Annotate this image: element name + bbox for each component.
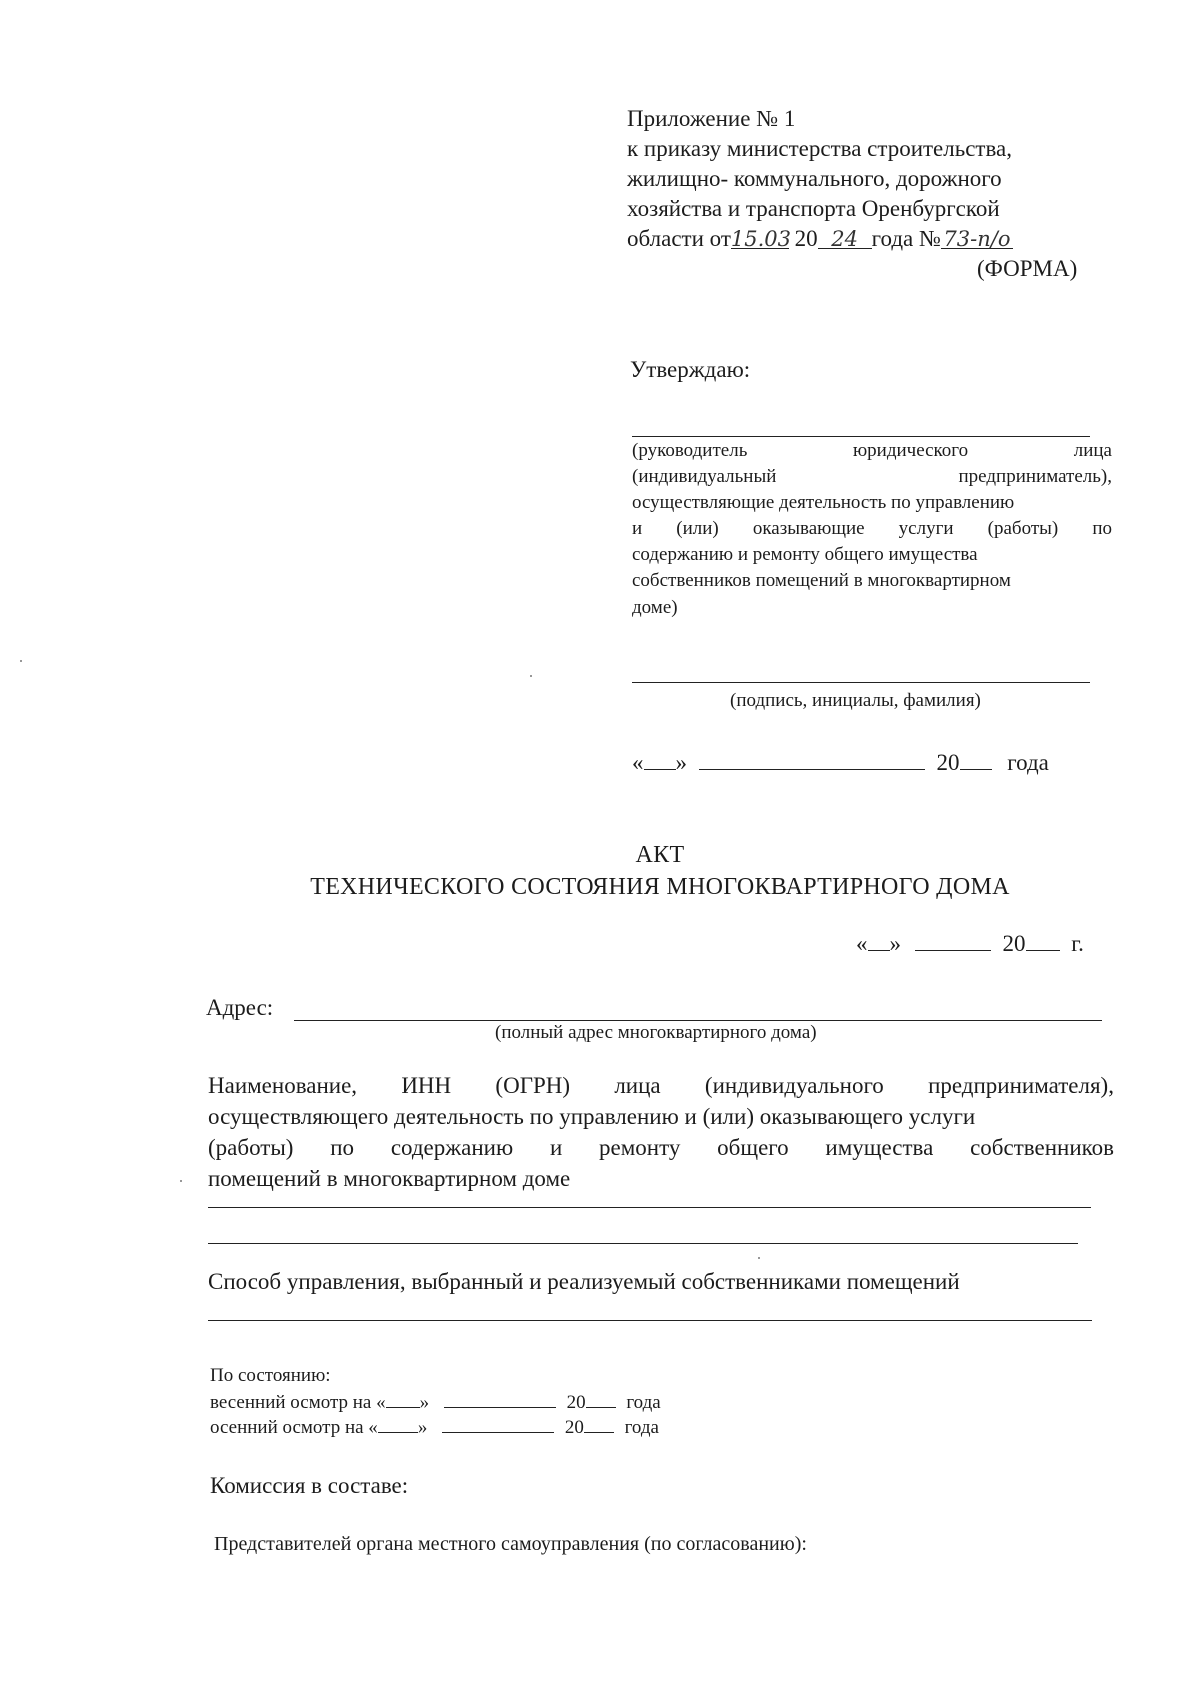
- approver-description-line: содержанию и ремонту общего имущества: [632, 544, 978, 565]
- act-date: « » 20 г.: [856, 928, 1084, 957]
- approver-description-line: (индивидуальный предприниматель),: [632, 466, 1112, 487]
- org-line-2: осуществляющего деятельность по управлению и (или) оказывающего услуги: [208, 1104, 976, 1129]
- spring-inspection-row: весенний осмотр на « » 20 года: [210, 1389, 661, 1414]
- approver-description-line: и (или) оказывающие услуги (работы) по: [632, 518, 1112, 539]
- org-line-1: Наименование, ИНН (ОГРН) лица (индивидуального предпринимателя),: [208, 1073, 1114, 1098]
- forma-label: (ФОРМА): [977, 256, 1078, 281]
- act-subtitle: ТЕХНИЧЕСКОГО СОСТОЯНИЯ МНОГОКВАРТИРНОГО ДОМА: [310, 874, 1010, 900]
- inspection-label: По состоянию:: [210, 1365, 331, 1386]
- approver-description-line: собственников помещений в многоквартирном: [632, 570, 1011, 591]
- approver-description-line: осуществляющие деятельность по управлению: [632, 492, 1015, 513]
- act-title: АКТ: [635, 842, 685, 868]
- org-line-4: помещений в многоквартирном доме: [208, 1166, 571, 1191]
- scan-speck: [758, 1257, 760, 1259]
- appendix-line-5: [627, 226, 1013, 252]
- appendix-line-2: к приказу министерства строительства,: [627, 136, 1013, 161]
- act-month-line: [915, 928, 991, 951]
- management-label: Способ управления, выбранный и реализуемый собственниками помещений: [208, 1269, 960, 1294]
- org-fill-line-2: [208, 1243, 1078, 1244]
- address-caption: (полный адрес многоквартирного дома): [495, 1022, 817, 1043]
- signature-line: [632, 682, 1090, 683]
- commission-representatives: Представителей органа местного самоуправления (по согласованию):: [214, 1533, 807, 1555]
- handwritten-date: 15.03: [730, 227, 792, 251]
- handwritten-order-number: 73-п/о: [943, 227, 1011, 251]
- approve-date: « » 20 года: [632, 747, 1049, 776]
- appendix-title: Приложение № 1: [627, 106, 796, 131]
- approver-description-line: доме): [632, 597, 678, 618]
- handwritten-year: 24: [831, 227, 858, 251]
- year-suffix: года №: [871, 226, 941, 251]
- address-line: [294, 1020, 1102, 1021]
- appendix-region-prefix: области от: [627, 226, 731, 251]
- org-line-3: (работы) по содержанию и ремонту общего имущества собственников: [208, 1135, 1114, 1160]
- org-fill-line-1: [208, 1207, 1091, 1208]
- autumn-inspection-row: осенний осмотр на « » 20 года: [210, 1414, 659, 1439]
- management-fill-line: [208, 1320, 1092, 1321]
- address-label: Адрес:: [206, 995, 274, 1020]
- scan-speck: [20, 660, 22, 662]
- signature-caption: (подпись, инициалы, фамилия): [730, 690, 981, 711]
- approver-description-line: (руководитель юридического лица: [632, 440, 1112, 461]
- commission-label: Комиссия в составе:: [210, 1473, 409, 1498]
- scan-speck: [180, 1180, 182, 1182]
- appendix-line-4: хозяйства и транспорта Оренбургской: [627, 196, 1000, 221]
- approve-label: Утверждаю:: [630, 357, 751, 382]
- scan-speck: [530, 675, 532, 677]
- year-prefix: 20: [794, 226, 818, 251]
- appendix-line-3: жилищно- коммунального, дорожного: [627, 166, 1002, 191]
- approve-month-line: [699, 747, 925, 770]
- approver-name-line: [632, 436, 1090, 437]
